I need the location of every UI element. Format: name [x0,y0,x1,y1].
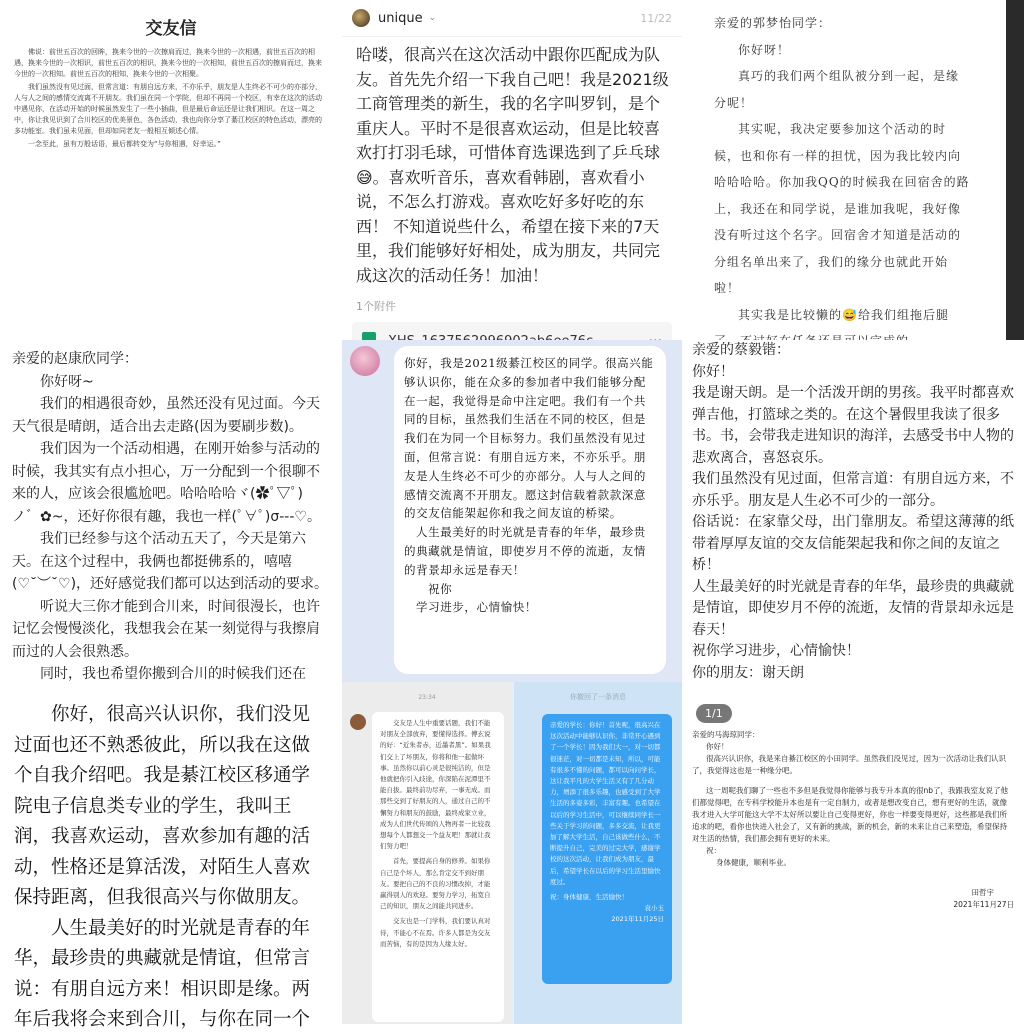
greeting: 亲爱的赵康欣同学： [12,351,138,367]
letter-date: 2021年11月27日 [953,900,1014,909]
greeting: 亲爱的马海琼同学： [692,730,760,739]
letter-line: 哈哈哈哈。你加我QQ的时候我在回宿舍的路 [714,175,970,189]
timestamp: 23:34 [418,694,436,701]
handwritten-letter-tile [682,0,1024,340]
message-text: 亲爱的学长：你好！首先呢，很高兴在这次活动中能够认识你，非常开心遇到了一个学长！因为我们大一，对一切都很迷茫，对一切都是未知，所以，可能有很多不懂的问题，都可以向问学长，这让我平凡的大学生活又有了几分动力，增添了很多乐趣，也感受到了大学生活的多姿多彩，丰富有趣。也希望在以后的学习生活中，可以继续同学长一些关于学习的问题，多多交流，让我更加了解大学生活，自己该做些什么，不断提升自己，完美的过完大学，感谢学校的这次活动，让我们成为朋友，最后，希望学长在以后的学习生活里愉快度过。 [550,721,661,886]
letter-signature: 田哲宇 [971,888,994,897]
page-counter: 1/1 [696,704,732,723]
letter-paragraph: 祝你学习进步，心情愉快！ [692,643,860,659]
letter-tile-7 [0,682,342,1030]
note-body: 哈喽，很高兴在这次活动中跟你匹配成为队友。首先先介绍一下我自己吧！我是2021级工商管理类的新生，我的名字叫罗钊，是个重庆人。平时不是很喜欢运动，但是比较喜欢打打羽毛球，可惜体育选课选到了乒乓球😅。喜欢听音乐，喜欢看韩剧，喜欢看小说，不怎么打游戏。喜欢吃好多好吃的东西！ 不知道说些什么，希望在接下来的7天里，我们能够好好相处，成为朋友，共同完成这次的活动任务！加油！ [356,45,669,285]
letter-line: 候，也和你有一样的担忧，因为我比较内向 [714,148,962,163]
letter-line: 真巧的我们两个组队被分到一起，是缘 [738,69,960,83]
letter-tile-6 [682,340,1024,682]
letter-line: 你好！ [706,742,729,751]
letter-line: 其实呢，我决定要参加这个活动的时 [738,122,947,136]
recall-notice: 你撤回了一条消息 [570,693,626,701]
message-text: 祝你 [428,581,453,596]
message-text: 首先，要提高自身的修养。如果你自己是个坏人，那么肯定交不到好朋友。要把自己的不良的习惯改掉，才能赢得别人的欢迎。要努力学习，拓宽自己的知识，朋友之间能共同进步。 [380,857,491,911]
letter-tile-1 [0,0,342,340]
chat-screenshot-tile [342,682,682,1024]
chat-panel-right [514,682,682,1024]
letter-paragraph: 你好，很高兴认识你，我们没见过面也还不熟悉彼此，所以我在这做个自我介绍吧。我是綦江校区移通学院电子信息类专业的学生，我叫王润，我喜欢运动，喜欢参加有趣的活动，性格还是算活泼，对陌生人喜欢保持距离，但我很高兴与你做朋友。 [14,704,311,908]
chevron-down-icon[interactable]: ⌄ [428,13,437,23]
message-text: 学习进步，心情愉快！ [416,600,537,615]
letter-line: 分组名单出来了，我们的缘分也就此开始 [714,254,949,269]
note-header [342,0,682,37]
letter-paragraph: 听说大三你才能到合川来，时间很漫长，也许记忆会慢慢淡化，我想我会在某一刻觉得与我擦肩而过的人会很熟悉。 [12,598,320,660]
message-text: 交友也是一门学科，我们要认真对待，不能心不在焉。许多人都是为交友而苦恼，有的是因为人缘太好。 [380,917,491,948]
letter-paragraph: 人生最美好的时光就是青春的年华，最珍贵的典藏就是情谊，即使岁月不停的流逝，友情的背景却永远是春天！ [692,578,1014,638]
letter-line: 祝： [706,846,721,855]
letter-paragraph: 我是谢天朗。是一个活泼开朗的男孩。我平时都喜欢弹吉他，打篮球之类的。在这个暑假里我读了很多书。书，会带我走进知识的海洋，去感受书中人物的悲欢离合，喜怒哀乐。 [692,385,1014,466]
letter-paragraph: 我们已经参与这个活动五天了，今天是第六天。在这个过程中，我俩也都挺佛系的，嘻嘻(♡˘︶˘♡)，还好感觉我们都可以达到活动的要求。 [12,531,329,592]
attachment-count: 1个附件 [356,300,396,313]
letter-line: 你好呀~ [40,373,94,390]
letter-paragraph: 我们虽然没有见过面，但常言道：有朋自远方来，不亦乐乎，朋友是人生终必不可少的亦部分，人与人之间的感情交流离不开朋友。我们虽在同一个学院，但却不再同一个校区，有幸在这次的活动中遇见你，在活动开始的时候虽然发生了一些小插曲，但是最后命运还是让我们相识。在这一周之中，你让我见识到了合川校区的优美景色，各色活动，我也向你分享了綦江校区的特色活动，漂亮的多功能室。我们虽未见面，但却如同老友一般相互倾述心情。 [14,83,322,135]
letter-paragraph: 这一周呢我们聊了一些也不多但是我觉得你能够与我专升本真的很nb了，我跟我室友说了他们都觉得吧，在专科学校能升本也是有一定自制力，或者是想改变自己，想有更好的生活，就像我才进入大学可能这大学不太好所以要让自己变得更好，你也一样要变得更好，这些都是我们所追求的吧，看你也快进入社会了，又有新的挑战，新的机会，新的未来让自己来塑造，希望保持对生活的热情，我们都会拥有更好的未来。 [692,786,1009,843]
letter-paper [682,0,1006,340]
letter-line: 啦！ [714,281,741,295]
letter-tile-4 [0,340,342,682]
letter-line: 上，我还在和同学说，是谁加我呢，我好像 [714,201,962,216]
message-text: 交友是人生中重要话题，我们不能对朋友全部放弃，要懂得选择。傅玄说的好：“近朱者赤，近墨者黑”。如果我们交上了坏朋友，你将和他一起做坏事。虽然你以前心灵是很纯洁的，但是他就把你引入歧途，你深陷在泥潭里不能自拔。最终前功尽弃，一事无成。而那些交到了好朋友的人，通过自己的不懈努力和朋友的鼓励，最终成家立业，成为人们世代传颂的人物再者一比较我想每个人都想交一个益友吧！那就让我们努力吧！ [380,719,491,851]
letter-line: 分呢！ [714,95,754,110]
letter-paragraph: 我们因为一个活动相遇，在刚开始参与活动的时候，我其实有点小担心，万一分配到一个很聊不来的人，应该会很尴尬吧。哈哈哈哈ヾ(✿ﾟ▽ﾟ)ノ゛✿~，还好你很有趣，我也一样(ﾟ∀ﾟ)σ---♡。 [12,441,321,525]
letter-paragraph: 人生最美好的时光就是青春的年华，最珍贵的典藏就是情谊，但常言说：有朋自远方来！相识即是缘。两年后我将会来到合川，与你在同一个 [14,917,311,1030]
letter-paragraph: 很高兴认识你，我是来自綦江校区的小田同学。虽然我们没见过，因为一次活动让我们认识了，我觉得这也是一种缘分吧。 [692,754,1006,775]
message-signature: 袁小玉 [644,904,664,913]
chat-bubble [394,346,666,674]
avatar[interactable] [350,714,366,730]
letter-paragraph: 我们的相遇很奇妙，虽然还没有见过面。今天天气很是晴朗，适合出去走路(因为要刷步数)。 [12,396,320,435]
avatar[interactable] [350,346,380,376]
letter-paragraph: 佛说：前世五百次的回眸，换来今世的一次擦肩而过，换来今世的一次相遇，前世五百次的相遇，换来今世的一次相识，前世五百次的相识，换来今世的一次相知，前世五百次的擦肩而过，换来今世的一次相知。前世五百次的相知，换来今世的一次相聚。 [14,48,322,78]
letter-paragraph: 一念至此，虽有万般话语，最后都转变为“与你相遇，好幸运。” [28,140,221,148]
letter-line: 亲爱的郭梦怡同学： [714,16,832,30]
letter-line: 你好！ [692,363,734,380]
greeting: 亲爱的蔡毅锴： [692,342,790,358]
message-text: 人生最美好的时光就是青春的年华，最珍贵的典藏就是情谊，即使岁月不停的流逝，友情的背景却永远是春天！ [404,525,646,577]
page-title: 交友信 [145,19,197,39]
note-tile [342,0,682,340]
letter-line: 没有听过这个名字。回宿舍才知道是活动的 [714,228,962,242]
message-date: 2021年11月25日 [611,915,664,924]
scrollbar[interactable] [1006,0,1024,340]
message-text: 祝：身体健康，生活愉快！ [550,893,628,902]
chat-bubble [372,712,504,1022]
chat-panel-left [342,682,512,1024]
letter-signature: 你的朋友：谢天朗 [692,664,804,681]
letter-tile-9 [682,682,1024,1024]
message-text: 你好，我是2021级綦江校区的同学。很高兴能够认识你，能在众多的参加者中我们能够分配在一起，我觉得是命中注定吧。我们有一个共同的目标，虽然我们生活在不同的校区，但是我们在为同一个目标努力。我们虽然没有见过面，但常言说：有朋自远方来，不亦乐乎。朋友是人生终必不可少的亦部分。人与人之间的感情交流离不开朋友。愿这封信载着款款深意的交友信能架起你和我之间友谊的桥梁。 [404,356,654,521]
letter-line: 你好呀！ [738,42,791,57]
letter-paragraph: 我们虽然没有见过面，但常言道：有朋自远方来，不亦乐乎。朋友是人生必不可少的一部分。 [692,471,1014,509]
chat-tile [342,340,682,682]
letter-line: 其实我是比较懒的😅给我们组拖后腿 [738,307,949,322]
letter-paragraph: 俗话说：在家靠父母，出门靠朋友。希望这薄薄的纸带着厚厚友谊的交友信能架起我和你之间的友谊之桥！ [692,514,1014,573]
letter-line: 身体健康，顺利毕业。 [716,858,791,867]
avatar[interactable] [352,9,370,27]
letter-paragraph: 同时，我也希望你搬到合川的时候我们还在 [40,666,306,682]
username[interactable]: unique [378,10,423,26]
chat-bubble [542,714,672,984]
page-counter: 11/22 [640,11,672,25]
